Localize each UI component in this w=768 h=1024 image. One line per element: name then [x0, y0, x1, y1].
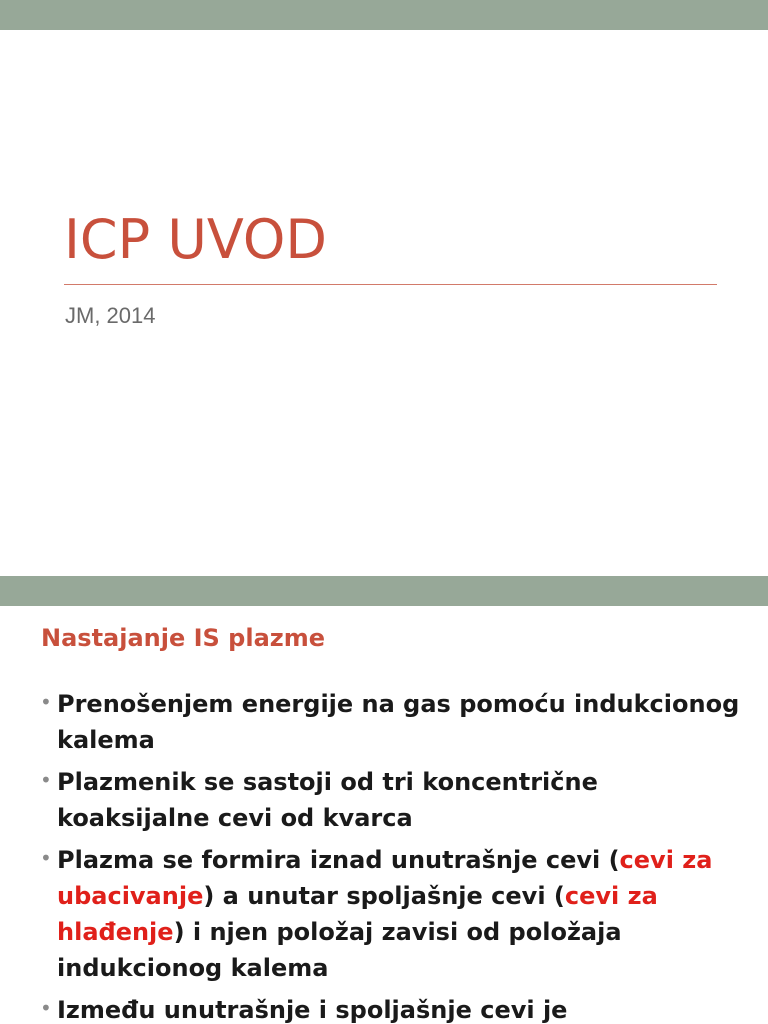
bullet-item [40, 842, 740, 986]
bullet-item: • Između unutrašnje i spoljašnje cevi je [40, 992, 740, 1024]
bullet-text: ) a unutar spoljašnje cevi ( [203, 882, 565, 910]
slide-separator-bar [0, 576, 768, 606]
bullet-text: ) i njen položaj zavisi od položaja indukcionog kalema [57, 918, 622, 982]
highlight-text: cevi za ubacivanje [57, 846, 713, 910]
slide-title: ICP UVOD [64, 208, 327, 271]
content-slide-title: Nastajanje IS plazme [41, 624, 326, 652]
bullet-item: • Plazmenik se sastoji od tri koncentrične koaksijalne cevi od kvarca [40, 764, 740, 836]
title-slide [0, 30, 768, 576]
bullet-text: Plazma se formira iznad unutrašnje cevi ( [57, 846, 620, 874]
bullet-item: • Prenošenjem energije na gas pomoću indukcionog kalema [40, 686, 740, 758]
content-slide [0, 606, 768, 1024]
title-divider [64, 284, 717, 285]
slide-subtitle: JM, 2014 [65, 303, 156, 328]
highlight-text: cevi za hlađenje [57, 882, 658, 946]
top-bar [0, 0, 768, 30]
bullet-list [40, 686, 740, 1024]
